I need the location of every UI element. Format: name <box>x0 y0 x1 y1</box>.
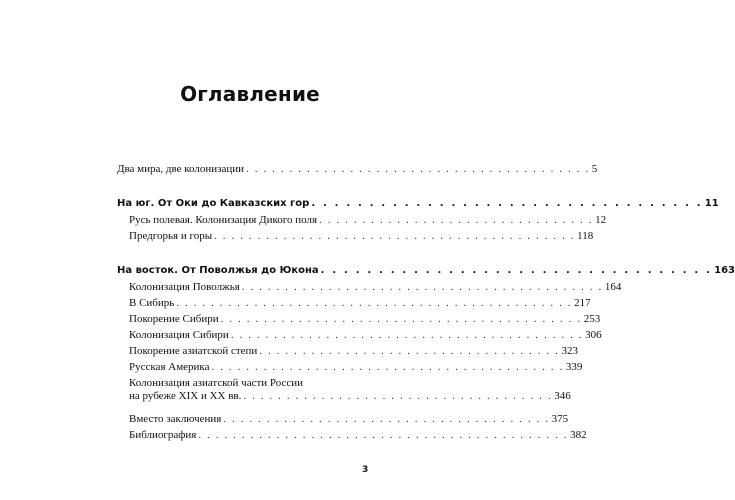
dot-leader: . . . . . . . . . . . . . . . . . . . . . . . . . . . . . . . . <box>319 214 594 226</box>
toc-entry-multiline <box>129 377 571 403</box>
toc-entry-label: Колонизация Поволжья <box>129 281 240 293</box>
toc-entry-page: 217 <box>574 297 591 309</box>
toc-entry <box>129 361 583 374</box>
toc-entry <box>129 297 591 310</box>
dot-leader: . . . . . . . . . . . . . . . . . . . . . . . . . . . . . . . . . . <box>320 265 713 276</box>
toc-entry <box>129 230 594 243</box>
toc-entry <box>129 313 601 326</box>
toc-entry <box>129 214 607 227</box>
toc-entry <box>129 413 569 426</box>
toc-entry-page: 12 <box>595 214 607 226</box>
toc-entry-label: Предгорья и горы <box>129 230 213 242</box>
toc-entry-page: 164 <box>604 281 622 293</box>
dot-leader: . . . . . . . . . . . . . . . . . . . . . . . . . . . . . . . . . . . . . . . . . <box>230 329 584 341</box>
toc-entry-label: Библиография <box>129 429 197 441</box>
toc-entry-page: 346 <box>554 390 571 402</box>
dot-leader: . . . . . . . . . . . . . . . . . . . . . . . . . . . . . . . . . . . . . . <box>223 413 550 425</box>
dot-leader: . . . . . . . . . . . . . . . . . . . . . . . . . . . . . . . . . . . . . . . . <box>246 163 590 175</box>
dot-leader: . . . . . . . . . . . . . . . . . . . . . . . . . . . . . . . . . . . . . . . . . . . <box>198 429 569 441</box>
toc-entry <box>129 345 578 358</box>
toc-section-east <box>117 264 735 277</box>
toc-entry-label: Два мира, две колонизации <box>117 163 245 175</box>
toc-entry-line2 <box>129 390 571 403</box>
toc-entry-page: 323 <box>561 345 578 357</box>
toc-entry-page: 382 <box>570 429 587 441</box>
dot-leader: . . . . . . . . . . . . . . . . . . . . . . . . . . . . . . . . . . . <box>259 345 560 357</box>
toc-entry-label-line2: на рубеже XIX и XX вв. <box>129 390 242 402</box>
toc-section-page: 163 <box>714 265 735 276</box>
dot-leader: . . . . . . . . . . . . . . . . . . . . . . . . . . . . . . . . . . . . <box>243 390 553 402</box>
toc-entry-page: 118 <box>577 230 594 242</box>
dot-leader: . . . . . . . . . . . . . . . . . . . . . . . . . . . . . . . . . . . . . . . . . . <box>214 230 576 242</box>
dot-leader: . . . . . . . . . . . . . . . . . . . . . . . . . . . . . . . . . . . . . . . . . . <box>241 281 603 293</box>
toc-entry-label: Покорение Сибири <box>129 313 219 325</box>
toc-entry-label: В Сибирь <box>129 297 175 309</box>
toc-entry-page: 5 <box>591 163 598 175</box>
page-title: Оглавление <box>180 82 320 106</box>
dot-leader: . . . . . . . . . . . . . . . . . . . . . . . . . . . . . . . . . . . . . . . . . <box>211 361 564 373</box>
toc-entry-label: Вместо заключения <box>129 413 222 425</box>
toc-section-south <box>117 197 719 210</box>
dot-leader: . . . . . . . . . . . . . . . . . . . . . . . . . . . . . . . . . . . . . . . . . . <box>220 313 582 325</box>
toc-section-label: На юг. От Оки до Кавказских гор <box>117 198 310 209</box>
toc-entry-label: Колонизация Сибири <box>129 329 229 341</box>
dot-leader: . . . . . . . . . . . . . . . . . . . . . . . . . . . . . . . . . . . . . . . . . . . . . . <box>176 297 573 309</box>
toc-entry-label: Русь полевая. Колонизация Дикого поля <box>129 214 318 226</box>
toc-entry <box>129 429 587 442</box>
toc-entry <box>129 329 602 342</box>
toc-section-page: 11 <box>704 198 719 209</box>
toc-entry-label-line1: Колонизация азиатской части России <box>129 377 304 389</box>
toc-entry-page: 339 <box>565 361 583 373</box>
toc-entry-page: 375 <box>551 413 569 425</box>
toc-entry-page: 306 <box>585 329 602 341</box>
dot-leader: . . . . . . . . . . . . . . . . . . . . . . . . . . . . . . . . . . <box>311 198 703 209</box>
toc-entry-intro <box>117 163 598 176</box>
toc-entry-page: 253 <box>583 313 601 325</box>
toc-entry-label: Покорение азиатской степи <box>129 345 258 357</box>
toc-section-label: На восток. От Поволжья до Юкона <box>117 265 319 276</box>
page-number: 3 <box>362 465 369 475</box>
toc-entry <box>129 281 622 294</box>
toc-entry-label: Русская Америка <box>129 361 210 373</box>
